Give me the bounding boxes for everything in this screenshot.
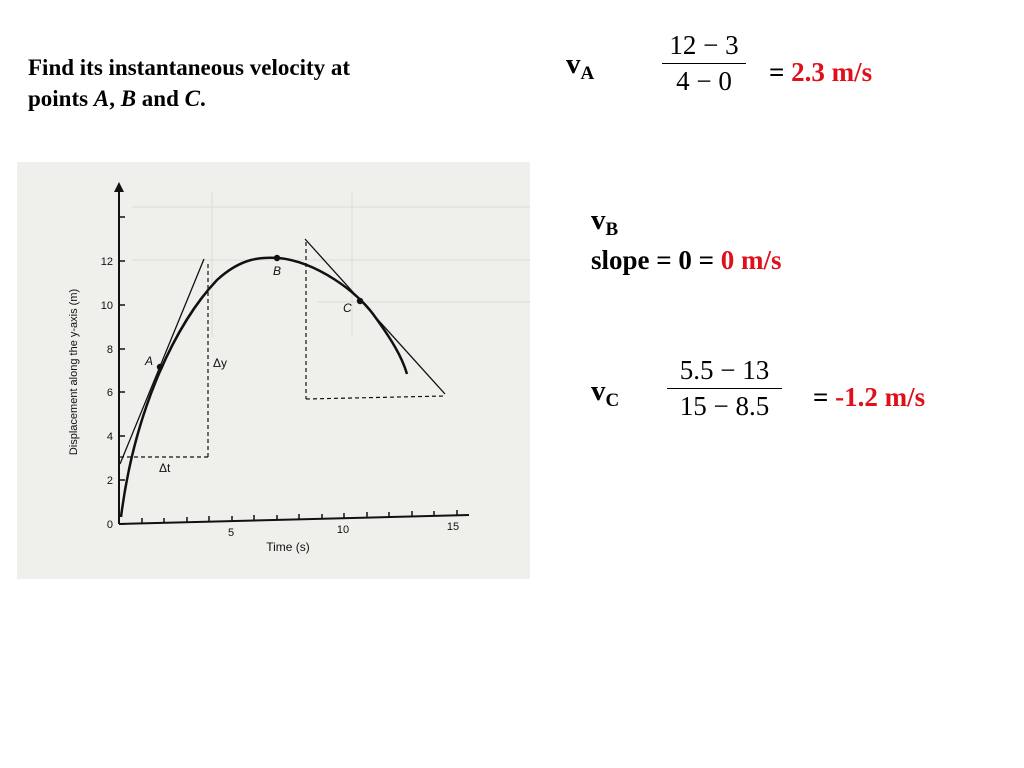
velocity-c-subscript: C — [605, 390, 620, 411]
velocity-a-equals: = — [769, 57, 792, 87]
y-tick-label: 0 — [106, 519, 113, 531]
velocity-c-denominator: 15 − 8.5 — [679, 391, 770, 421]
velocity-a-result-line — [769, 57, 872, 88]
velocity-c-numerator: 5.5 − 13 — [679, 355, 770, 385]
tangent-line-a — [120, 259, 204, 464]
x-tick-label: 10 — [336, 524, 350, 536]
question-line-1: Find its instantaneous velocity at — [28, 55, 351, 80]
velocity-a-denominator: 4 − 0 — [676, 66, 732, 96]
velocity-c-equals: = — [813, 382, 836, 412]
question-sep-1: , — [109, 86, 121, 111]
velocity-a-fraction — [662, 30, 746, 97]
x-tick-label: 15 — [446, 521, 460, 533]
point-c-marker — [357, 298, 363, 304]
velocity-b-symbol: v — [591, 204, 606, 236]
graph-photo — [17, 162, 530, 579]
velocity-c-symbol: v — [591, 375, 606, 407]
velocity-b-slope-text: slope = 0 = — [591, 245, 721, 275]
velocity-c-result-line — [813, 382, 925, 413]
y-axis-arrow-icon — [114, 182, 124, 192]
point-c-label: C — [343, 301, 352, 315]
velocity-b-slope-line — [591, 245, 782, 276]
x-axis-title: Time (s) — [266, 540, 310, 554]
velocity-a-label — [566, 48, 594, 85]
delta-t-label: Δt — [159, 461, 171, 475]
velocity-b-result: 0 m/s — [720, 245, 782, 275]
displacement-time-graph — [17, 162, 530, 579]
point-b-marker — [274, 255, 280, 261]
y-tick-label: 2 — [106, 475, 113, 487]
question-line-2 — [28, 83, 498, 114]
velocity-a-numerator: 12 − 3 — [669, 30, 739, 60]
x-tick-label: 5 — [227, 527, 235, 539]
point-a-label: A — [145, 354, 154, 368]
point-a-marker — [157, 364, 163, 370]
delta-y-label: Δy — [213, 356, 228, 370]
question-sep-2: and — [136, 86, 185, 111]
point-b-label: B — [273, 264, 282, 278]
question-point-a: A — [93, 86, 110, 111]
question-end: . — [199, 86, 206, 111]
scan-background-lines — [132, 192, 530, 337]
y-tick-label: 12 — [100, 256, 113, 268]
x-axis-line — [119, 515, 469, 524]
velocity-a-subscript: A — [580, 63, 595, 84]
velocity-a-result: 2.3 m/s — [791, 57, 873, 87]
question-prefix: points — [28, 86, 94, 111]
velocity-c-label — [591, 375, 619, 412]
velocity-c-fraction — [667, 355, 782, 422]
question-point-c: C — [184, 86, 200, 111]
displacement-curve — [121, 258, 407, 517]
c-horizontal-dashed-line — [306, 396, 445, 399]
y-tick-label: 4 — [106, 431, 113, 443]
velocity-b-label — [591, 204, 618, 241]
y-tick-label: 8 — [106, 344, 113, 356]
y-tick-label: 10 — [100, 300, 113, 312]
question-point-b: B — [120, 86, 137, 111]
velocity-c-result: -1.2 m/s — [835, 382, 926, 412]
velocity-a-symbol: v — [566, 48, 581, 80]
y-axis-title: Displacement along the y-axis (m) — [68, 288, 80, 456]
tangent-line-c — [305, 239, 445, 394]
y-tick-label: 6 — [106, 387, 113, 399]
question-text — [28, 52, 498, 114]
velocity-b-subscript: B — [605, 219, 619, 240]
